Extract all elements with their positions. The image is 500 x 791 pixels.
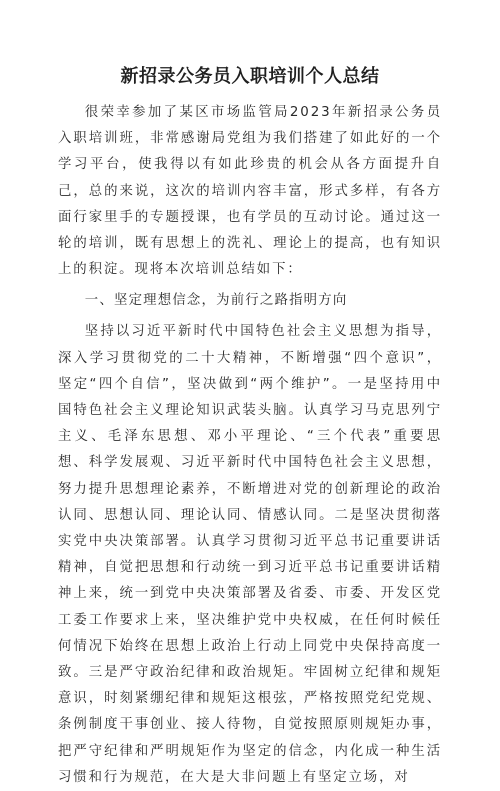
section-1-body: 坚持以习近平新时代中国特色社会主义思想为指导，深入学习贯彻党的二十大精神，不断增强“四个意识”，坚定“四个自信”，坚决做到“两个维护”。一是坚持用中国特色社会主义理论知识武装头脑。认真学习马克思列宁主义、毛泽东思想、邓小平理论、“三个代表”重要思想、科学发展观、习近平新时代中国特色社会主义思想，努力提升思想理论素养，不断增进对党的创新理论的政治认同、思想认同、理论认同、情感认同。二是坚决贯彻落实党中央决策部署。认真学习贯彻习近平总书记重要讲话精神，自觉把思想和行动统一到习近平总书记重要讲话精神上来，统一到党中央决策部署及省委、市委、开发区党工委工作要求上来，坚决维护党中央权威，在任何时候任何情况下始终在思想上政治上行动上同党中央保持高度一致。三是严守政治纪律和政治规矩。牢固树立纪律和规矩意识，时刻紧绷纪律和规矩这根弦，严格按照党纪党规、条例制度干事创业、接人待物，自觉按照原则规矩办事，把严守纪律和严明规矩作为坚定的信念，内化成一种生活习惯和行为规范，在大是大非问题上有坚定立场，对 (58, 324, 442, 785)
document-title: 新招录公务员入职培训个人总结 (120, 66, 380, 87)
intro-paragraph: 很荣幸参加了某区市场监管局2023年新招录公务员入职培训班，非常感谢局党组为我们搭建了如此好的一个学习平台，使我得以有如此珍贵的机会从各方面提升自己，总的来说，这次的培训内容丰富，形式多样，有各方面行家里手的专题授课，也有学员的互动讨论。通过这一轮的培训，既有思想上的洗礼、理论上的提高，也有知识上的积淀。现将本次培训总结如下： (58, 105, 442, 278)
section-1-heading: 一、坚定理想信念，为前行之路指明方向 (84, 293, 348, 309)
